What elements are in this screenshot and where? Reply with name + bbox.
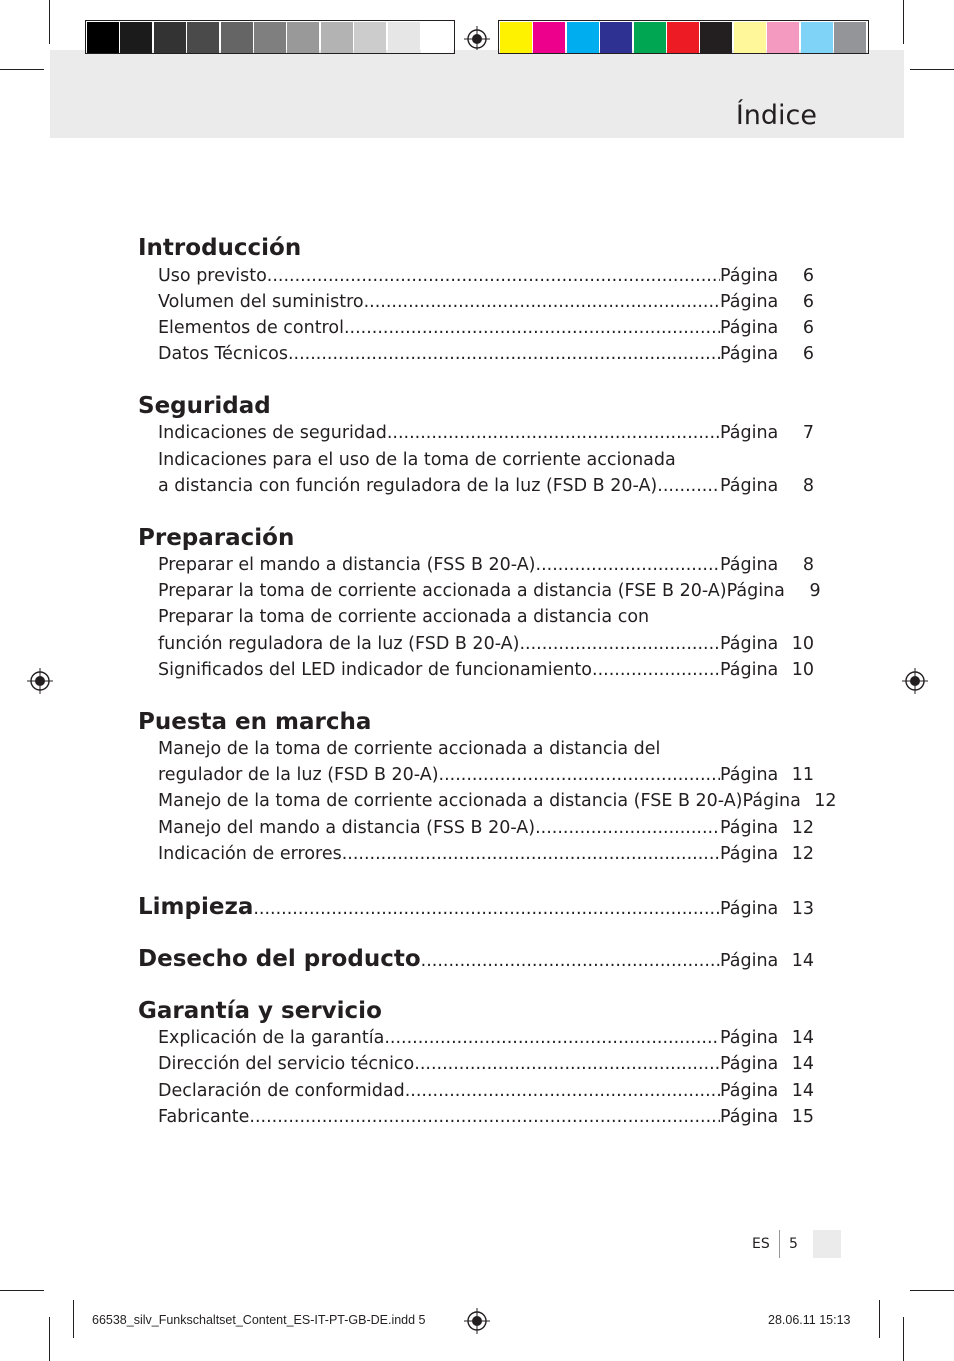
page-title: Índice xyxy=(735,100,817,131)
page-label: Página xyxy=(726,581,785,601)
page-label: Página xyxy=(720,899,779,919)
section-title: Desecho del producto xyxy=(138,946,421,972)
dot-leader xyxy=(249,1104,720,1130)
dot-leader xyxy=(384,1025,720,1051)
page-number: 14 xyxy=(791,1028,814,1048)
entry-text: Dirección del servicio técnico xyxy=(158,1054,415,1074)
page-number: 14 xyxy=(791,1081,814,1101)
toc-entry xyxy=(158,657,814,683)
entry-text: Preparar el mando a distancia (FSS B 20-A) xyxy=(158,555,536,575)
dot-leader xyxy=(657,473,720,499)
entry-text: Volumen del suministro xyxy=(158,292,364,312)
section-title: Preparación xyxy=(138,525,295,551)
section-title: Puesta en marcha xyxy=(138,709,372,735)
toc-entry xyxy=(158,552,814,578)
registration-mark-icon xyxy=(464,1308,490,1334)
page-number: 9 xyxy=(809,581,821,601)
toc-entry xyxy=(158,1104,814,1130)
page-number: 6 xyxy=(802,344,814,364)
toc-entry xyxy=(158,1078,814,1104)
entry-text: Explicación de la garantía xyxy=(158,1028,385,1048)
page-number: 8 xyxy=(802,476,814,496)
page-label: Página xyxy=(720,1081,779,1101)
toc-entry xyxy=(158,631,814,657)
section-title: Seguridad xyxy=(138,393,271,419)
toc-entry xyxy=(158,341,814,367)
dot-leader xyxy=(342,841,720,867)
page-number: 10 xyxy=(791,660,814,680)
page-label: Página xyxy=(720,266,779,286)
dot-leader xyxy=(253,894,720,924)
toc-entry xyxy=(158,1025,814,1051)
dot-leader xyxy=(414,1051,720,1077)
page-number: 7 xyxy=(802,423,814,443)
dot-leader xyxy=(405,1078,720,1104)
dot-leader xyxy=(387,420,720,446)
section-title: Garantía y servicio xyxy=(138,998,382,1024)
page-number: 6 xyxy=(802,266,814,286)
page-number: 13 xyxy=(791,899,814,919)
dot-leader xyxy=(267,263,720,289)
page-label: Página xyxy=(742,791,801,811)
page-label: Página xyxy=(720,765,779,785)
page-label: Página xyxy=(720,1054,779,1074)
toc-entry xyxy=(158,788,837,814)
toc-entry xyxy=(158,263,814,289)
page-number: 10 xyxy=(791,634,814,654)
page-label: Página xyxy=(720,1028,779,1048)
toc-entry xyxy=(158,578,821,604)
dot-leader xyxy=(421,946,720,976)
toc-entry xyxy=(158,315,814,341)
page-label: Página xyxy=(720,555,779,575)
toc-entry xyxy=(158,815,814,841)
page-number: 8 xyxy=(802,555,814,575)
entry-text: Datos Técnicos xyxy=(158,344,288,364)
entry-text: Manejo del mando a distancia (FSS B 20-A) xyxy=(158,818,536,838)
footer-tab-box xyxy=(813,1230,841,1258)
toc-entry-line1: Preparar la toma de corriente accionada a distancia con xyxy=(158,607,650,627)
dot-leader xyxy=(344,315,720,341)
toc-entry xyxy=(158,289,814,315)
footer-page-number: 5 xyxy=(789,1236,798,1252)
page-label: Página xyxy=(720,844,779,864)
page-label: Página xyxy=(720,318,779,338)
toc-entry xyxy=(158,473,814,499)
toc-section-line xyxy=(138,892,814,922)
page-label: Página xyxy=(720,818,779,838)
page-number: 15 xyxy=(791,1107,814,1127)
entry-text: Uso previsto xyxy=(158,266,267,286)
page-number: 12 xyxy=(791,818,814,838)
section-title: Limpieza xyxy=(138,894,254,920)
toc-entry-line1: Indicaciones para el uso de la toma de corriente accionada xyxy=(158,450,676,470)
toc-entry xyxy=(158,841,814,867)
color-bar-frame xyxy=(498,20,869,54)
page-label: Página xyxy=(720,951,779,971)
entry-text: Indicación de errores xyxy=(158,844,342,864)
color-bar-frame xyxy=(85,20,455,54)
entry-text: Manejo de la toma de corriente accionada a distancia (FSE B 20-A) xyxy=(158,791,743,811)
entry-text: Indicaciones de seguridad xyxy=(158,423,387,443)
dot-leader xyxy=(288,341,720,367)
toc-entry xyxy=(158,762,814,788)
page-number: 14 xyxy=(791,1054,814,1074)
footer-language: ES xyxy=(752,1236,770,1252)
slug-filename: 66538_silv_Funkschaltset_Content_ES-IT-PT-GB-DE.indd 5 xyxy=(92,1313,426,1327)
slug-date: 28.06.11 15:13 xyxy=(768,1313,851,1327)
section-title: Introducción xyxy=(138,235,302,261)
page-number: 6 xyxy=(802,318,814,338)
toc-entry xyxy=(158,1051,814,1077)
toc-section-line xyxy=(138,944,814,974)
page-label: Página xyxy=(720,476,779,496)
page-label: Página xyxy=(720,423,779,443)
toc-entry xyxy=(158,420,814,446)
entry-text: regulador de la luz (FSD B 20-A) xyxy=(158,765,439,785)
entry-text: Elementos de control xyxy=(158,318,344,338)
page-label: Página xyxy=(720,344,779,364)
footer-separator xyxy=(779,1230,780,1258)
dot-leader xyxy=(519,631,720,657)
page-label: Página xyxy=(720,1107,779,1127)
entry-text: Declaración de conformidad xyxy=(158,1081,405,1101)
page-number: 14 xyxy=(791,951,814,971)
page-number: 12 xyxy=(814,791,837,811)
entry-text: Significados del LED indicador de funcionamiento xyxy=(158,660,593,680)
entry-text: a distancia con función reguladora de la luz (FSD B 20-A) xyxy=(158,476,658,496)
page-label: Página xyxy=(720,634,779,654)
registration-mark-icon xyxy=(902,668,928,694)
dot-leader xyxy=(536,552,720,578)
entry-text: Preparar la toma de corriente accionada a distancia (FSE B 20-A) xyxy=(158,581,727,601)
toc-entry-line1: Manejo de la toma de corriente accionada a distancia del xyxy=(158,739,661,759)
dot-leader xyxy=(364,289,720,315)
entry-text: Fabricante xyxy=(158,1107,250,1127)
page-label: Página xyxy=(720,660,779,680)
page-number: 11 xyxy=(791,765,814,785)
page-number: 12 xyxy=(791,844,814,864)
entry-text: función reguladora de la luz (FSD B 20-A) xyxy=(158,634,520,654)
dot-leader xyxy=(592,657,720,683)
dot-leader xyxy=(439,762,720,788)
dot-leader xyxy=(535,815,720,841)
registration-mark-icon xyxy=(27,668,53,694)
page-number: 6 xyxy=(802,292,814,312)
registration-mark-icon xyxy=(464,26,490,52)
page-label: Página xyxy=(720,292,779,312)
